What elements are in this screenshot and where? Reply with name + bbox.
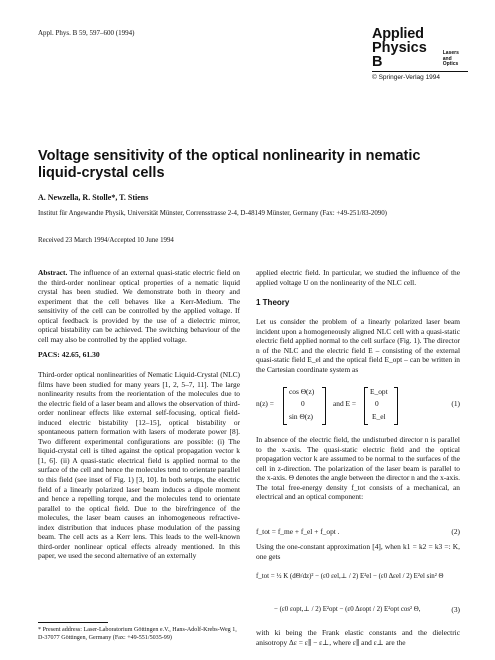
equation-3-line-1 xyxy=(256,565,460,589)
theory-paragraph-2: In absence of the electric field, the undisturbed director n is parallel to the x-axis. The quasi-static electric field and the optical propagation vector k are assumed to be normal to the surfaces of the cell in z-direction. The polarization of the laser beam is parallel to the x-axis. Θ denotes the angle between the director n and the x-axis. The total free-energy density f_tot consists of a mechanical, an electrical and an optical component: xyxy=(256,435,460,502)
eq1-n-row-1: cos Θ(z) xyxy=(289,387,315,396)
journal-logo xyxy=(372,27,468,81)
eq3-line-2-text: − (ε0 εopt,⊥ / 2) E²opt − (ε0 Δεopt / 2) E²opt cos² Θ, xyxy=(274,606,421,613)
article-authors: A. Newzella, R. Stolle*, T. Stiens xyxy=(38,193,149,202)
section-heading-theory: 1 Theory xyxy=(256,298,290,307)
eq1-bracket-e-right xyxy=(394,387,398,425)
eq1-mid: and E = xyxy=(333,399,357,408)
eq1-bracket-n-left xyxy=(283,387,287,425)
eq1-number: (1) xyxy=(451,399,460,408)
eq2-expression: f_tot = f_me + f_el + f_opt . xyxy=(256,527,340,536)
eq1-bracket-e-left xyxy=(364,387,368,425)
abstract-label: Abstract. xyxy=(38,268,68,277)
article-title: Voltage sensitivity of the optical nonlinearity in nematic liquid-crystal cells xyxy=(38,148,421,181)
footnote-rule xyxy=(38,622,108,623)
article-affiliation: Institut für Angewandte Physik, Universität Münster, Corrensstrasse 2-4, D-48149 Münster, Germany (Fax: +49-251/83-2090) xyxy=(38,210,387,217)
logo-rule xyxy=(372,71,468,72)
eq1-n-row-2: 0 xyxy=(301,399,305,408)
equation-2 xyxy=(256,527,460,539)
logo-line-physics-b xyxy=(372,41,468,69)
theory-paragraph-3: Using the one-constant approximation [4], when k1 = k2 = k3 =: K, one gets xyxy=(256,542,460,561)
eq1-n-row-3: sin Θ(z) xyxy=(289,412,314,421)
eq1-bracket-n-right xyxy=(322,387,326,425)
intro-continuation: applied electric field. In particular, we studied the influence of the applied voltage U on the nonlinearity of the NLC cell. xyxy=(256,268,460,287)
journal-citation: Appl. Phys. B 59, 597–600 (1994) xyxy=(38,29,135,37)
received-dates: Received 23 March 1994/Accepted 10 June 1994 xyxy=(38,237,174,244)
eq1-lhs: n(z) = xyxy=(256,399,274,408)
eq1-e-row-1: E_opt xyxy=(370,387,388,396)
footnote: * Present address: Laser-Laboratorium Göttingen e.V., Hans-Adolf-Krebs-Weg 1, D-37077 Göttingen, Germany (Fax: +49-551/5035-99) xyxy=(38,627,237,641)
eq1-e-row-2: 0 xyxy=(375,399,379,408)
introduction-paragraph xyxy=(38,370,240,561)
intro-text: Third-order optical nonlinearities of Nematic Liquid-Crystal (NLC) films have been studied for many years [1, 2, 5–7, 11]. The large nonlinearity results from the reorientation of the molecules due to the electric field of a laser beam and allows the observation of third-order nonlinear effects like external self-focusing, optical field-induced electric bistability [12–15], optical bistability or spontaneous pattern formation with lasers of moderate power [8]. Two different experimental configurations are possible: (i) The liquid-crystal cell is tilted against the optical propagation vector k [1, 6]. (ii) A quasi-static electrical field is applied normal to the surface of the cell and hence the molecules tend to orientate parallel to this field (see inset of Fig. 1) [3, 10]. In both setups, the electric field of a linearly polarized laser beam induces a dipole moment and hence a repelling torque, and the molecules tend to orientate parallel to the optical field. Due to the birefringence of the molecules, the laser beam causes an inhomogeneous refractive-index distribution that induces phase modulation of the passing beam. The cell acts as a Kerr lens. This leads to the well-known third-order nonlinear optical effects already mentioned. In this paper, we used the second alternative of an externally xyxy=(38,370,240,561)
pacs-codes: PACS: 42.65, 61.30 xyxy=(38,350,100,359)
logo-subtitle xyxy=(443,51,468,69)
logo-line-applied: Applied xyxy=(372,26,424,42)
logo-physics-b-text: Physics B xyxy=(372,40,427,70)
eq3-line-1-text: f_tot = ½ K (dΘ/dz)² − (ε0 εel,⊥ / 2) E²el − (ε0 Δεel / 2) E²el sin² Θ xyxy=(256,573,444,580)
theory-paragraph-4: with ki being the Frank elastic constants and the dielectric anisotropy Δε = ε∥ − ε⊥, where ε∥ and ε⊥ are the xyxy=(256,628,460,647)
abstract-text: The influence of an external quasi-static electric field on the third-order nonlinear optical properties of a nematic liquid crystal has been studied. We demonstrate both in theory and experiment that the cell behaves like a Kerr-Medium. The sensitivity of the cell can be controlled by the applied voltage. If optical feedback is provided by the use of a dielectric mirror, optical bistability can be achieved. The switching behaviour of the cell may also be controlled by the applied voltage. xyxy=(38,268,240,344)
abstract xyxy=(38,268,240,344)
logo-subtitle-optics: and Optics xyxy=(442,55,459,67)
eq3-number: (3) xyxy=(451,605,460,614)
equation-1 xyxy=(256,386,460,426)
eq1-e-row-3: E_el xyxy=(372,412,386,421)
logo-subtitle-lasers: Lasers xyxy=(442,50,459,57)
equation-3-line-2 xyxy=(256,598,460,622)
copyright-notice: © Springer-Verlag 1994 xyxy=(372,74,441,81)
eq2-number: (2) xyxy=(451,527,460,536)
theory-paragraph-1: Let us consider the problem of a linearly polarized laser beam incident upon a homogeneously aligned NLC cell with a quasi-static electric field applied normal to the cell surface (Fig. 1). The director n of the NLC and the electric field E – consisting of the external quasi-static field E_el and the optical field E_opt – can be written in the Cartesian coordinate system as xyxy=(256,317,460,374)
